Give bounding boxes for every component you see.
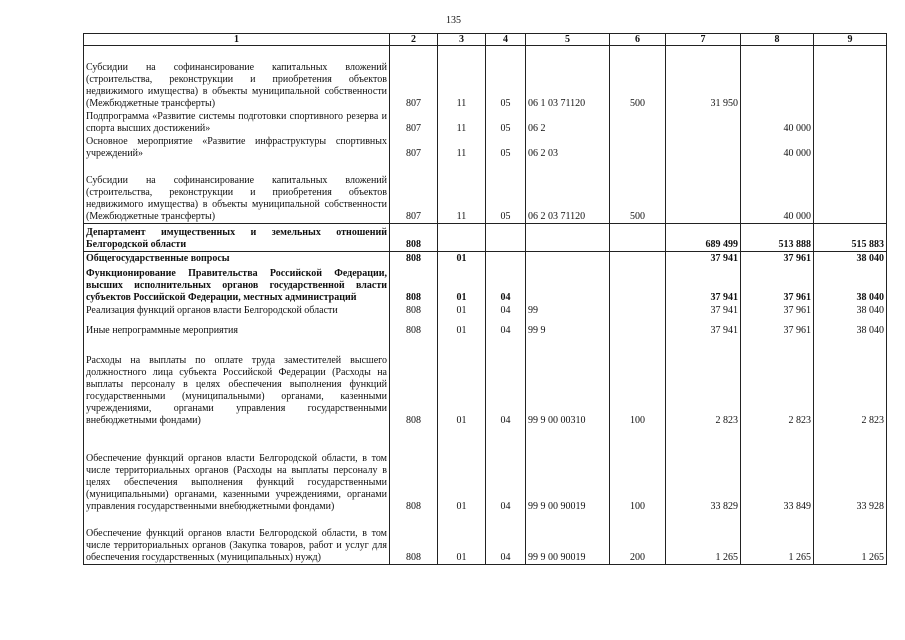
- cell-amount-year3: 2 823: [814, 337, 887, 427]
- cell-target-article: 99 9 00 90019: [526, 427, 610, 513]
- cell-subsection: 04: [486, 513, 526, 565]
- cell-ministry-code: 808: [390, 304, 438, 317]
- cell-amount-year2: 1 265: [741, 513, 814, 565]
- column-header: 5: [526, 34, 610, 46]
- cell-amount-year1: [666, 110, 741, 135]
- table-row: [84, 224, 887, 252]
- cell-section: 11: [438, 160, 486, 224]
- cell-ministry-code: 808: [390, 337, 438, 427]
- cell-target-article: 06 1 03 71120: [526, 46, 610, 110]
- row-description: Субсидии на софинансирование капитальных вложений (строительства, реконструкции и приобретения объектов недвижимого имущества) в объекты муниципальной собственности (Межбюджетные трансферты): [84, 46, 390, 110]
- table-row: [84, 513, 887, 565]
- row-description: Департамент имущественных и земельных отношений Белгородской области: [84, 224, 390, 252]
- cell-section: [438, 224, 486, 252]
- row-description: Общегосударственные вопросы: [84, 252, 390, 265]
- table-row: [84, 160, 887, 224]
- row-description: Субсидии на софинансирование капитальных вложений (строительства, реконструкции и приобретения объектов недвижимого имущества) в объекты муниципальной собственности (Межбюджетные трансферты): [84, 160, 390, 224]
- cell-ministry-code: 808: [390, 252, 438, 265]
- column-header: 1: [84, 34, 390, 46]
- row-description: Расходы на выплаты по оплате труда заместителей высшего должностного лица субъекта Российской Федерации (Расходы на выплаты персоналу в целях обеспечения выполнения функций государственными (муниципальными) органами, казенными учреждениями, органами управления государственными внебюджетными фондами): [84, 337, 390, 427]
- table-row: [84, 135, 887, 160]
- column-header: 6: [610, 34, 666, 46]
- cell-amount-year2: 37 961: [741, 304, 814, 317]
- cell-amount-year3: 38 040: [814, 304, 887, 317]
- column-header: 8: [741, 34, 814, 46]
- cell-amount-year2: 40 000: [741, 160, 814, 224]
- table-row: [84, 337, 887, 427]
- cell-expense-type: 500: [610, 160, 666, 224]
- cell-section: 11: [438, 135, 486, 160]
- cell-ministry-code: 808: [390, 513, 438, 565]
- cell-subsection: 05: [486, 46, 526, 110]
- row-description: Обеспечение функций органов власти Белгородской области, в том числе территориальных органов (Расходы на выплаты персоналу в целях обеспечения выполнения функций государственными (муниципальными) органами, казенными учреждениями, органами управления государственными внебюджетными фондами): [84, 427, 390, 513]
- cell-amount-year3: 38 040: [814, 252, 887, 265]
- cell-ministry-code: 807: [390, 46, 438, 110]
- cell-amount-year1: 2 823: [666, 337, 741, 427]
- cell-target-article: 99: [526, 304, 610, 317]
- cell-amount-year1: 33 829: [666, 427, 741, 513]
- cell-subsection: 05: [486, 160, 526, 224]
- cell-amount-year3: [814, 160, 887, 224]
- cell-expense-type: [610, 110, 666, 135]
- row-description: Реализация функций органов власти Белгородской области: [84, 304, 390, 317]
- column-header: 4: [486, 34, 526, 46]
- cell-ministry-code: 807: [390, 110, 438, 135]
- table-row: [84, 46, 887, 110]
- cell-amount-year2: 40 000: [741, 135, 814, 160]
- cell-amount-year1: 37 941: [666, 265, 741, 304]
- table-row: [84, 110, 887, 135]
- cell-subsection: 05: [486, 110, 526, 135]
- cell-target-article: 99 9 00 00310: [526, 337, 610, 427]
- cell-subsection: 04: [486, 317, 526, 337]
- row-description: Обеспечение функций органов власти Белгородской области, в том числе территориальных органов (Закупка товаров, работ и услуг для обеспечения государственных (муниципальных) нужд): [84, 513, 390, 565]
- cell-amount-year1: 1 265: [666, 513, 741, 565]
- cell-amount-year2: 37 961: [741, 317, 814, 337]
- cell-amount-year2: 37 961: [741, 252, 814, 265]
- cell-expense-type: [610, 304, 666, 317]
- row-description: Иные непрограммные мероприятия: [84, 317, 390, 337]
- page-number: 135: [446, 15, 461, 26]
- cell-amount-year1: 689 499: [666, 224, 741, 252]
- row-description: Функционирование Правительства Российской Федерации, высших исполнительных органов государственной власти субъектов Российской Федерации, местных администраций: [84, 265, 390, 304]
- cell-subsection: 04: [486, 427, 526, 513]
- table-row: [84, 252, 887, 265]
- cell-amount-year3: [814, 135, 887, 160]
- cell-section: 01: [438, 513, 486, 565]
- cell-amount-year1: 37 941: [666, 304, 741, 317]
- cell-subsection: 04: [486, 265, 526, 304]
- cell-amount-year1: [666, 160, 741, 224]
- cell-subsection: 04: [486, 304, 526, 317]
- cell-ministry-code: 808: [390, 224, 438, 252]
- cell-expense-type: [610, 265, 666, 304]
- column-header: 3: [438, 34, 486, 46]
- cell-target-article: 06 2 03 71120: [526, 160, 610, 224]
- table-header-row: [84, 34, 887, 46]
- cell-target-article: 06 2 03: [526, 135, 610, 160]
- column-header: 9: [814, 34, 887, 46]
- cell-section: 01: [438, 252, 486, 265]
- cell-ministry-code: 808: [390, 265, 438, 304]
- cell-amount-year2: 2 823: [741, 337, 814, 427]
- cell-expense-type: [610, 252, 666, 265]
- cell-expense-type: 100: [610, 427, 666, 513]
- cell-target-article: [526, 252, 610, 265]
- cell-section: 01: [438, 337, 486, 427]
- cell-section: 11: [438, 46, 486, 110]
- table-row: [84, 265, 887, 304]
- table-row: [84, 304, 887, 317]
- cell-amount-year1: [666, 135, 741, 160]
- cell-expense-type: 500: [610, 46, 666, 110]
- cell-ministry-code: 807: [390, 160, 438, 224]
- row-description: Подпрограмма «Развитие системы подготовки спортивного резерва и спорта высших достижений»: [84, 110, 390, 135]
- cell-subsection: 05: [486, 135, 526, 160]
- cell-amount-year3: [814, 110, 887, 135]
- cell-amount-year3: [814, 46, 887, 110]
- cell-amount-year2: 33 849: [741, 427, 814, 513]
- cell-amount-year2: 513 888: [741, 224, 814, 252]
- column-header: 7: [666, 34, 741, 46]
- cell-subsection: 04: [486, 337, 526, 427]
- cell-amount-year2: [741, 46, 814, 110]
- table-row: [84, 427, 887, 513]
- cell-section: 01: [438, 265, 486, 304]
- cell-expense-type: [610, 224, 666, 252]
- cell-amount-year3: 33 928: [814, 427, 887, 513]
- cell-amount-year3: 1 265: [814, 513, 887, 565]
- row-description: Основное мероприятие «Развитие инфраструктуры спортивных учреждений»: [84, 135, 390, 160]
- cell-ministry-code: 808: [390, 427, 438, 513]
- cell-amount-year2: 40 000: [741, 110, 814, 135]
- cell-target-article: 06 2: [526, 110, 610, 135]
- cell-expense-type: [610, 317, 666, 337]
- column-header: 2: [390, 34, 438, 46]
- cell-expense-type: [610, 135, 666, 160]
- cell-section: 01: [438, 427, 486, 513]
- budget-table: [83, 33, 887, 565]
- cell-amount-year1: 37 941: [666, 252, 741, 265]
- cell-target-article: 99 9: [526, 317, 610, 337]
- cell-target-article: [526, 224, 610, 252]
- cell-subsection: [486, 224, 526, 252]
- cell-expense-type: 200: [610, 513, 666, 565]
- cell-amount-year3: 38 040: [814, 317, 887, 337]
- cell-target-article: [526, 265, 610, 304]
- table-row: [84, 317, 887, 337]
- cell-ministry-code: 807: [390, 135, 438, 160]
- cell-amount-year3: 38 040: [814, 265, 887, 304]
- cell-ministry-code: 808: [390, 317, 438, 337]
- cell-amount-year1: 31 950: [666, 46, 741, 110]
- cell-amount-year1: 37 941: [666, 317, 741, 337]
- cell-section: 01: [438, 304, 486, 317]
- cell-subsection: [486, 252, 526, 265]
- cell-expense-type: 100: [610, 337, 666, 427]
- cell-target-article: 99 9 00 90019: [526, 513, 610, 565]
- cell-amount-year3: 515 883: [814, 224, 887, 252]
- cell-amount-year2: 37 961: [741, 265, 814, 304]
- cell-section: 01: [438, 317, 486, 337]
- cell-section: 11: [438, 110, 486, 135]
